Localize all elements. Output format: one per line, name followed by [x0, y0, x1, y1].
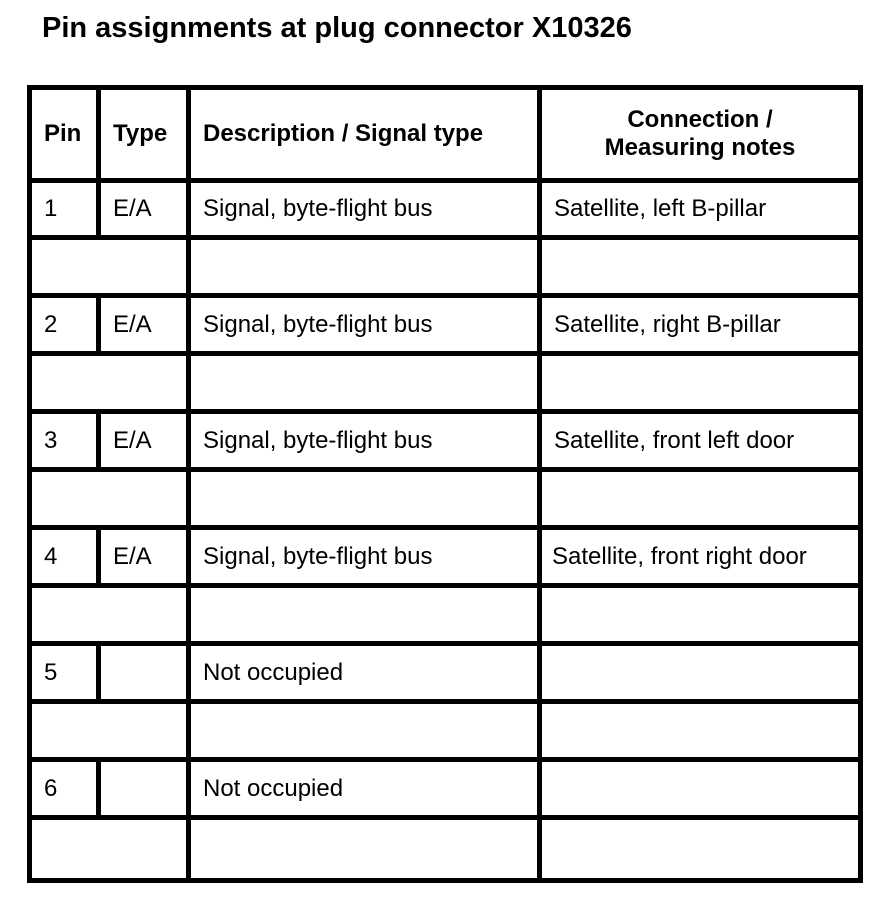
spacer-row: [542, 472, 858, 525]
row-4-connection: Satellite, front right door: [542, 530, 858, 583]
spacer-row: [32, 588, 186, 641]
spacer-row: [32, 820, 186, 878]
row-1-description: Signal, byte-flight bus: [191, 183, 537, 235]
header-connection-line1: Connection /: [627, 106, 773, 133]
spacer-row: [191, 820, 537, 878]
spacer-row: [542, 240, 858, 293]
row-5-pin: 5: [32, 646, 96, 699]
page-title: Pin assignments at plug connector X10326: [42, 12, 632, 44]
row-6-pin: 6: [32, 762, 96, 815]
spacer-row: [542, 588, 858, 641]
row-4-type: E/A: [101, 530, 186, 583]
row-5-connection: [542, 646, 858, 699]
spacer-row: [191, 588, 537, 641]
row-3-connection: Satellite, front left door: [542, 414, 858, 467]
spacer-row: [191, 356, 537, 409]
row-4-pin: 4: [32, 530, 96, 583]
header-connection: [542, 90, 858, 178]
row-3-type: E/A: [101, 414, 186, 467]
pin-assignment-table: [27, 85, 863, 883]
spacer-row: [32, 472, 186, 525]
row-3-description: Signal, byte-flight bus: [191, 414, 537, 467]
spacer-row: [191, 704, 537, 757]
row-3-pin: 3: [32, 414, 96, 467]
row-5-type: [101, 646, 186, 699]
spacer-row: [191, 240, 537, 293]
spacer-row: [542, 356, 858, 409]
row-1-pin: 1: [32, 183, 96, 235]
row-2-pin: 2: [32, 298, 96, 351]
header-connection-line2: Measuring notes: [604, 134, 796, 161]
header-description: Description / Signal type: [191, 90, 537, 178]
header-type: Type: [101, 90, 186, 178]
row-2-description: Signal, byte-flight bus: [191, 298, 537, 351]
spacer-row: [191, 472, 537, 525]
spacer-row: [32, 240, 186, 293]
spacer-row: [32, 704, 186, 757]
row-2-type: E/A: [101, 298, 186, 351]
row-6-description: Not occupied: [191, 762, 537, 815]
row-1-type: E/A: [101, 183, 186, 235]
row-6-connection: [542, 762, 858, 815]
spacer-row: [32, 356, 186, 409]
spacer-row: [542, 704, 858, 757]
row-5-description: Not occupied: [191, 646, 537, 699]
row-4-description: Signal, byte-flight bus: [191, 530, 537, 583]
row-1-connection: Satellite, left B-pillar: [542, 183, 858, 235]
spacer-row: [542, 820, 858, 878]
row-2-connection: Satellite, right B-pillar: [542, 298, 858, 351]
row-6-type: [101, 762, 186, 815]
header-pin: Pin: [32, 90, 96, 178]
